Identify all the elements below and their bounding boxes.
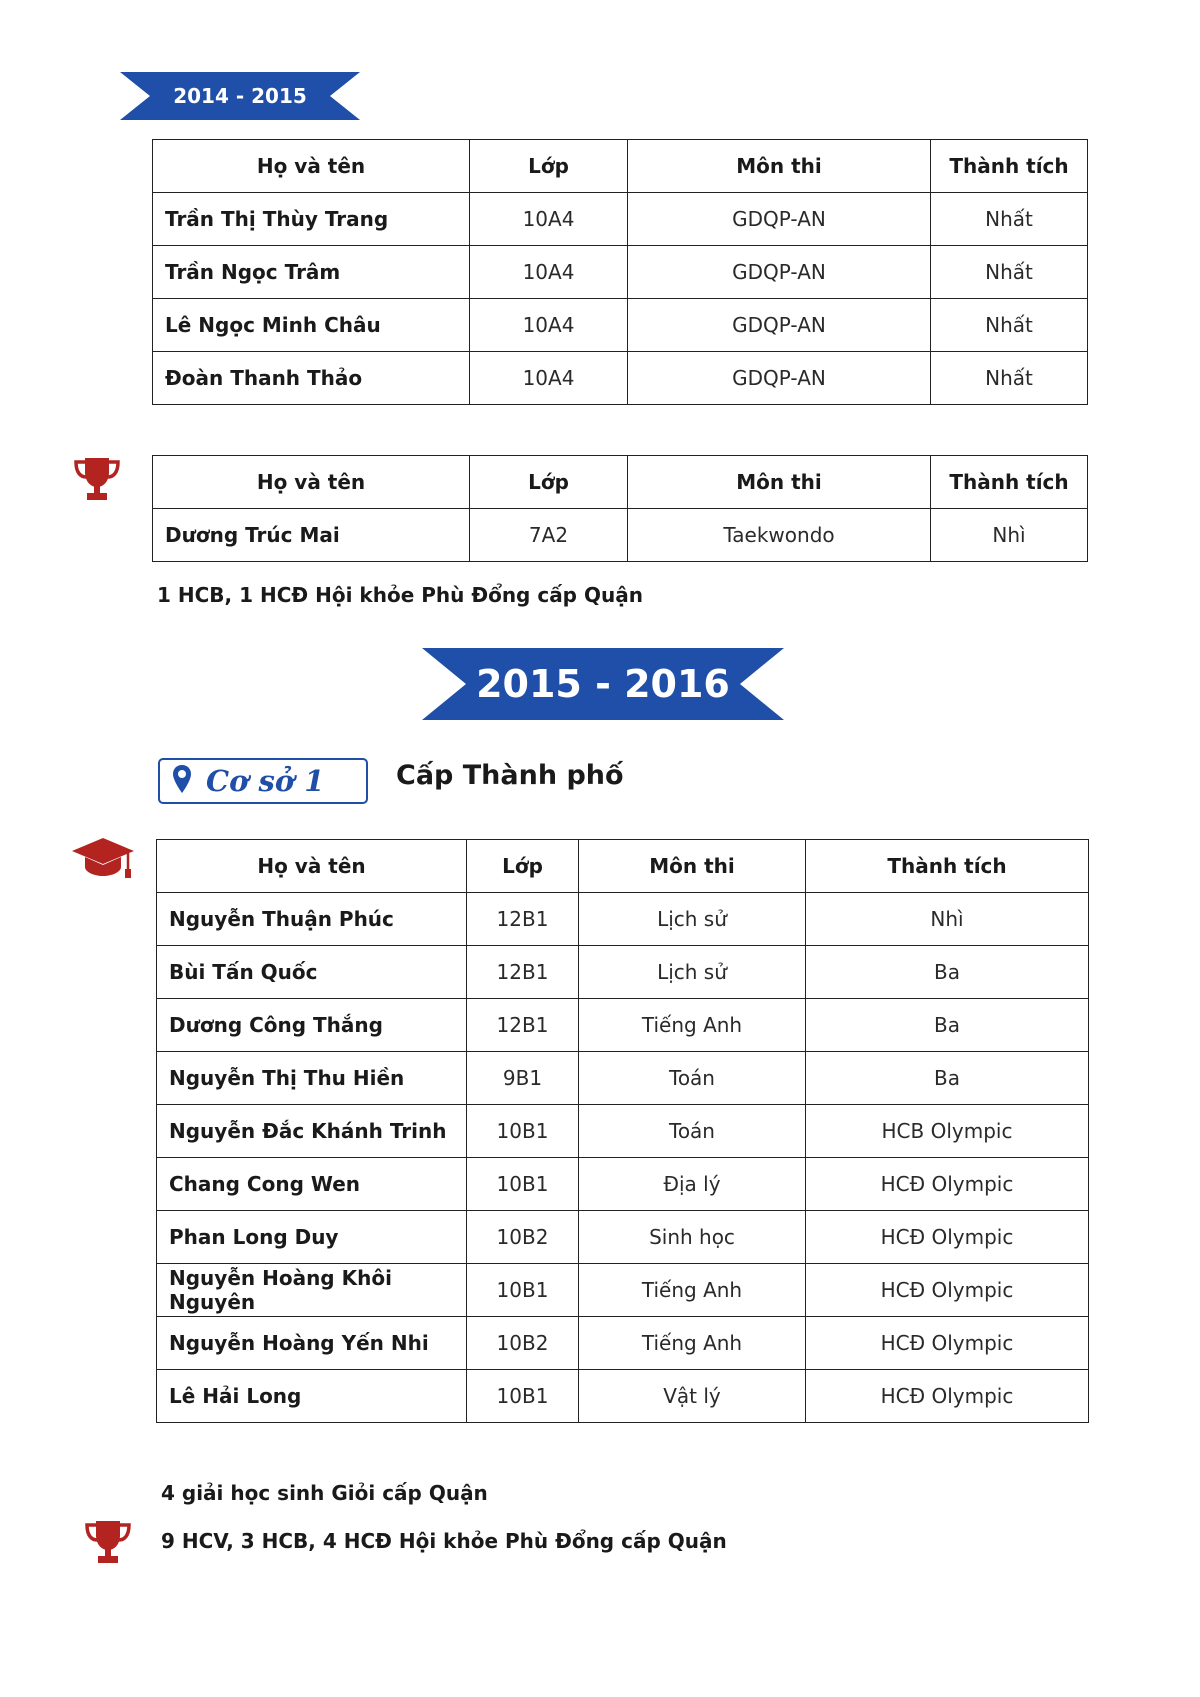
table-row bbox=[157, 999, 1089, 1052]
cell-class: 10B1 bbox=[467, 1158, 579, 1211]
cell-award: HCĐ Olympic bbox=[806, 1264, 1089, 1317]
cell-name: Lê Ngọc Minh Châu bbox=[153, 299, 470, 352]
table-row bbox=[153, 246, 1088, 299]
table-row bbox=[157, 1105, 1089, 1158]
cell-class: 9B1 bbox=[467, 1052, 579, 1105]
cell-name: Nguyễn Thị Thu Hiền bbox=[157, 1052, 467, 1105]
year-banner-2014 bbox=[120, 72, 360, 120]
cell-subject: GDQP-AN bbox=[628, 352, 931, 405]
cell-class: 12B1 bbox=[467, 893, 579, 946]
cell-subject: Toán bbox=[579, 1105, 806, 1158]
header-subject: Môn thi bbox=[579, 840, 806, 893]
table-2014-sport bbox=[152, 455, 1088, 562]
cell-name: Đoàn Thanh Thảo bbox=[153, 352, 470, 405]
header-award: Thành tích bbox=[806, 840, 1089, 893]
table-row bbox=[157, 893, 1089, 946]
year-banner-2015 bbox=[422, 648, 784, 720]
cell-subject: GDQP-AN bbox=[628, 246, 931, 299]
cell-subject: Toán bbox=[579, 1052, 806, 1105]
cell-subject: Lịch sử bbox=[579, 893, 806, 946]
table-header-row bbox=[153, 140, 1088, 193]
cell-class: 12B1 bbox=[467, 999, 579, 1052]
table-row bbox=[153, 193, 1088, 246]
cell-class: 10A4 bbox=[470, 193, 628, 246]
cell-subject: Địa lý bbox=[579, 1158, 806, 1211]
cell-name: Nguyễn Thuận Phúc bbox=[157, 893, 467, 946]
table-header-row bbox=[157, 840, 1089, 893]
header-subject: Môn thi bbox=[628, 456, 931, 509]
cell-name: Nguyễn Đắc Khánh Trinh bbox=[157, 1105, 467, 1158]
cell-award: Ba bbox=[806, 999, 1089, 1052]
table-row bbox=[153, 352, 1088, 405]
header-name: Họ và tên bbox=[153, 140, 470, 193]
table-row bbox=[157, 1158, 1089, 1211]
header-award: Thành tích bbox=[931, 140, 1088, 193]
cell-name: Chang Cong Wen bbox=[157, 1158, 467, 1211]
table-row bbox=[153, 509, 1088, 562]
cell-award: HCB Olympic bbox=[806, 1105, 1089, 1158]
cell-award: Nhất bbox=[931, 246, 1088, 299]
cell-name: Trần Thị Thùy Trang bbox=[153, 193, 470, 246]
cell-award: HCĐ Olympic bbox=[806, 1158, 1089, 1211]
cell-class: 7A2 bbox=[470, 509, 628, 562]
cell-subject: Lịch sử bbox=[579, 946, 806, 999]
cell-class: 10B1 bbox=[467, 1105, 579, 1158]
year-label-2014: 2014 - 2015 bbox=[173, 84, 307, 108]
header-class: Lớp bbox=[467, 840, 579, 893]
table-row bbox=[157, 1370, 1089, 1423]
cell-name: Nguyễn Hoàng Yến Nhi bbox=[157, 1317, 467, 1370]
cell-subject: Vật lý bbox=[579, 1370, 806, 1423]
cell-subject: Tiếng Anh bbox=[579, 1264, 806, 1317]
table-2014-academic bbox=[152, 139, 1088, 405]
cell-award: Nhì bbox=[931, 509, 1088, 562]
note-2015-sport: 9 HCV, 3 HCB, 4 HCĐ Hội khỏe Phù Đổng cấp Quận bbox=[161, 1529, 727, 1553]
cell-subject: GDQP-AN bbox=[628, 193, 931, 246]
cell-award: Ba bbox=[806, 946, 1089, 999]
table-row bbox=[153, 299, 1088, 352]
table-header-row bbox=[153, 456, 1088, 509]
cell-class: 10A4 bbox=[470, 246, 628, 299]
header-name: Họ và tên bbox=[157, 840, 467, 893]
cell-class: 10B1 bbox=[467, 1264, 579, 1317]
cell-name: Bùi Tấn Quốc bbox=[157, 946, 467, 999]
graduation-cap-icon bbox=[70, 836, 136, 882]
campus-tag bbox=[158, 758, 368, 804]
cell-name: Phan Long Duy bbox=[157, 1211, 467, 1264]
header-class: Lớp bbox=[470, 140, 628, 193]
cell-award: HCĐ Olympic bbox=[806, 1370, 1089, 1423]
header-name: Họ và tên bbox=[153, 456, 470, 509]
cell-subject: Taekwondo bbox=[628, 509, 931, 562]
table-row bbox=[157, 1211, 1089, 1264]
cell-class: 10B1 bbox=[467, 1370, 579, 1423]
trophy-icon bbox=[72, 456, 122, 502]
cell-class: 12B1 bbox=[467, 946, 579, 999]
cell-award: Nhì bbox=[806, 893, 1089, 946]
cell-class: 10B2 bbox=[467, 1317, 579, 1370]
header-class: Lớp bbox=[470, 456, 628, 509]
note-2015-academic: 4 giải học sinh Giỏi cấp Quận bbox=[161, 1481, 488, 1505]
campus-label: Cơ sở 1 bbox=[206, 764, 325, 798]
cell-name: Trần Ngọc Trâm bbox=[153, 246, 470, 299]
cell-class: 10A4 bbox=[470, 352, 628, 405]
cell-name: Dương Trúc Mai bbox=[153, 509, 470, 562]
note-2014-sport: 1 HCB, 1 HCĐ Hội khỏe Phù Đổng cấp Quận bbox=[157, 583, 643, 607]
cell-class: 10B2 bbox=[467, 1211, 579, 1264]
header-subject: Môn thi bbox=[628, 140, 931, 193]
table-row bbox=[157, 1052, 1089, 1105]
table-2015-city bbox=[156, 839, 1089, 1423]
cell-award: Nhất bbox=[931, 352, 1088, 405]
table-row bbox=[157, 1317, 1089, 1370]
level-title: Cấp Thành phố bbox=[396, 760, 624, 791]
cell-award: HCĐ Olympic bbox=[806, 1211, 1089, 1264]
cell-award: Ba bbox=[806, 1052, 1089, 1105]
cell-name: Dương Công Thắng bbox=[157, 999, 467, 1052]
table-row bbox=[157, 946, 1089, 999]
cell-subject: Tiếng Anh bbox=[579, 1317, 806, 1370]
cell-subject: Tiếng Anh bbox=[579, 999, 806, 1052]
cell-subject: GDQP-AN bbox=[628, 299, 931, 352]
cell-name: Lê Hải Long bbox=[157, 1370, 467, 1423]
cell-class: 10A4 bbox=[470, 299, 628, 352]
cell-award: Nhất bbox=[931, 299, 1088, 352]
location-pin-icon bbox=[172, 764, 192, 798]
cell-subject: Sinh học bbox=[579, 1211, 806, 1264]
table-row bbox=[157, 1264, 1089, 1317]
cell-name: Nguyễn Hoàng Khôi Nguyên bbox=[157, 1264, 467, 1317]
year-label-2015: 2015 - 2016 bbox=[476, 662, 730, 706]
trophy-icon bbox=[83, 1519, 133, 1565]
cell-award: HCĐ Olympic bbox=[806, 1317, 1089, 1370]
header-award: Thành tích bbox=[931, 456, 1088, 509]
cell-award: Nhất bbox=[931, 193, 1088, 246]
